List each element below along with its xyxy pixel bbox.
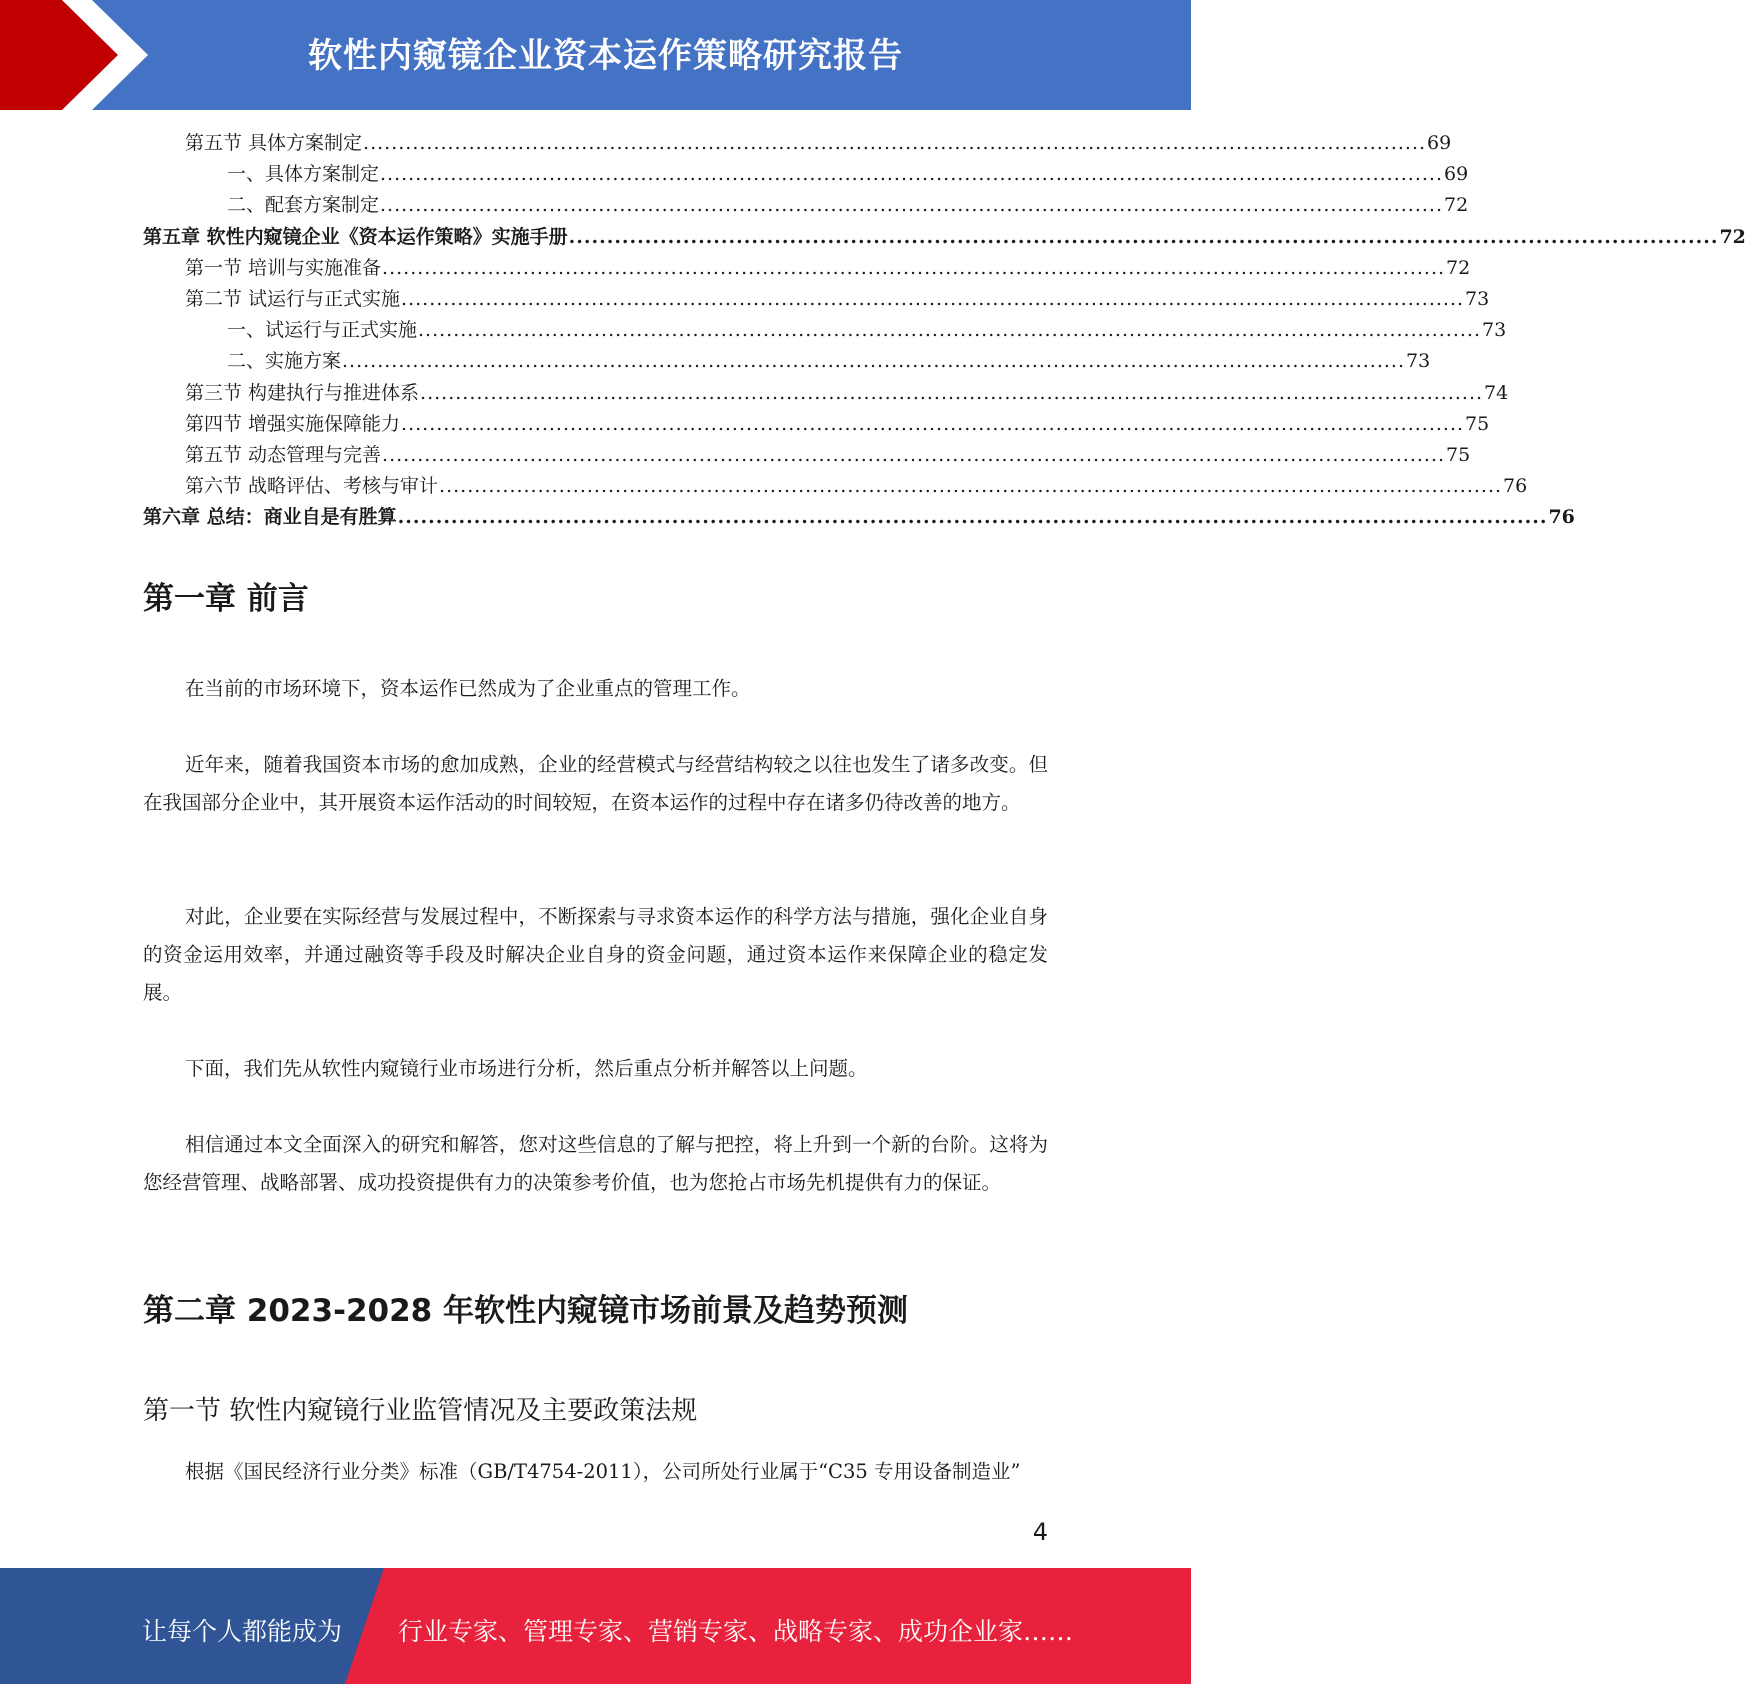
toc-entry[interactable] [143,346,1431,377]
toc-entry[interactable] [143,409,1490,440]
toc-leader-dots: ....................................................................................................................................................... [363,132,1427,154]
paragraph: 对此，企业要在实际经营与发展过程中，不断探索与寻求资本运作的科学方法与措施，强化企业自身的资金运用效率，并通过融资等手段及时解决企业自身的资金问题，通过资本运作来保障企业的稳定发展。 [143,905,1048,1004]
toc-entry-title: 第五节 具体方案制定 [185,132,363,154]
toc-leader-dots: ....................................................................................................................................................... [397,506,1548,529]
footer-banner [0,1568,1191,1684]
section-1-heading: 第一节 软性内窥镜行业监管情况及主要政策法规 [143,1396,698,1426]
toc-page-number: 69 [1444,163,1469,186]
toc-entry[interactable] [143,440,1471,471]
footer-slogan-left: 让每个人都能成为 [142,1617,343,1646]
toc-leader-dots: ....................................................................................................................................................... [382,256,1446,279]
toc-entry[interactable] [143,190,1469,221]
toc-entry[interactable] [143,253,1471,284]
toc-entry-title: 第六节 战略评估、考核与审计 [185,475,439,498]
toc-page-number: 72 [1446,256,1471,279]
toc-page-number: 74 [1484,381,1509,404]
paragraph: 近年来，随着我国资本市场的愈加成熟，企业的经营模式与经营结构较之以往也发生了诸多改变。但在我国部分企业中，其开展资本运作活动的时间较短，在资本运作的过程中存在诸多仍待改善的地方。 [143,753,1048,814]
toc-entry-title: 第二节 试运行与正式实施 [185,287,401,310]
paragraph: 根据《国民经济行业分类》标准（GB/T4754-2011），公司所处行业属于“C35 专用设备制造业” [185,1460,1021,1483]
toc-page-number: 72 [1719,225,1746,248]
toc-entry-title: 第五章 软性内窥镜企业《资本运作策略》实施手册 [143,225,568,248]
toc-entry[interactable] [143,378,1509,409]
page-number: 4 [1032,1518,1048,1546]
toc-entry-title: 第三节 构建执行与推进体系 [185,381,420,404]
paragraph: 相信通过本文全面深入的研究和解答，您对这些信息的了解与把控，将上升到一个新的台阶。这将为您经营管理、战略部署、成功投资提供有力的决策参考价值，也为您抢占市场先机提供有力的保证。 [143,1133,1048,1194]
toc-entry[interactable] [143,471,1528,502]
toc-leader-dots: ....................................................................................................................................................... [439,475,1503,498]
toc-leader-dots: ....................................................................................................................................................... [401,287,1465,310]
toc-chapter-entry[interactable] [143,222,1746,253]
toc-entry-title: 第一节 培训与实施准备 [185,256,382,279]
toc-entry[interactable] [143,315,1507,346]
toc-leader-dots: ....................................................................................................................................................... [418,319,1481,342]
toc-chapter-entry[interactable] [143,502,1575,533]
toc-page-number: 69 [1427,132,1452,154]
toc-entry-title: 一、具体方案制定 [227,163,380,186]
toc-entry-title: 第六章 总结：商业自是有胜算 [143,506,397,529]
toc-entry-title: 二、配套方案制定 [227,194,380,217]
toc-leader-dots: ....................................................................................................................................................... [380,194,1443,217]
toc-page-number: 73 [1465,287,1490,310]
toc-leader-dots: ....................................................................................................................................................... [401,412,1465,435]
toc-entry-title: 第五节 动态管理与完善 [185,443,382,466]
toc-page-number: 73 [1406,350,1431,373]
toc-page-number: 73 [1482,319,1507,342]
toc-entry[interactable] [143,284,1490,315]
footer-slogan-right: 行业专家、管理专家、营销专家、战略专家、成功企业家…… [398,1617,1074,1646]
toc-entry-title: 一、试运行与正式实施 [227,319,418,342]
toc-leader-dots: ....................................................................................................................................................... [342,350,1405,373]
toc-page-number: 72 [1444,194,1469,217]
toc-leader-dots: ....................................................................................................................................................... [382,443,1446,466]
chapter-2-heading: 第二章 2023-2028 年软性内窥镜市场前景及趋势预测 [143,1293,909,1329]
toc-entry-title: 第四节 增强实施保障能力 [185,412,401,435]
toc-leader-dots: ....................................................................................................................................................... [420,381,1484,404]
toc-leader-dots: ....................................................................................................................................................... [568,225,1719,248]
toc-page-number: 76 [1548,506,1575,529]
report-title: 软性内窥镜企业资本运作策略研究报告 [308,36,903,76]
chapter-1-heading: 第一章 前言 [143,581,309,617]
toc-page-number: 76 [1503,475,1528,498]
header-banner [0,0,1191,110]
paragraph: 在当前的市场环境下，资本运作已然成为了企业重点的管理工作。 [185,677,751,700]
toc-entry[interactable] [143,128,1452,159]
toc-entry[interactable] [143,159,1469,190]
toc-leader-dots: ....................................................................................................................................................... [380,163,1443,186]
toc-page-number: 75 [1446,443,1471,466]
table-of-contents [143,128,1746,533]
toc-page-number: 75 [1465,412,1490,435]
paragraph: 下面，我们先从软性内窥镜行业市场进行分析，然后重点分析并解答以上问题。 [185,1057,868,1080]
toc-entry-title: 二、实施方案 [227,350,342,373]
